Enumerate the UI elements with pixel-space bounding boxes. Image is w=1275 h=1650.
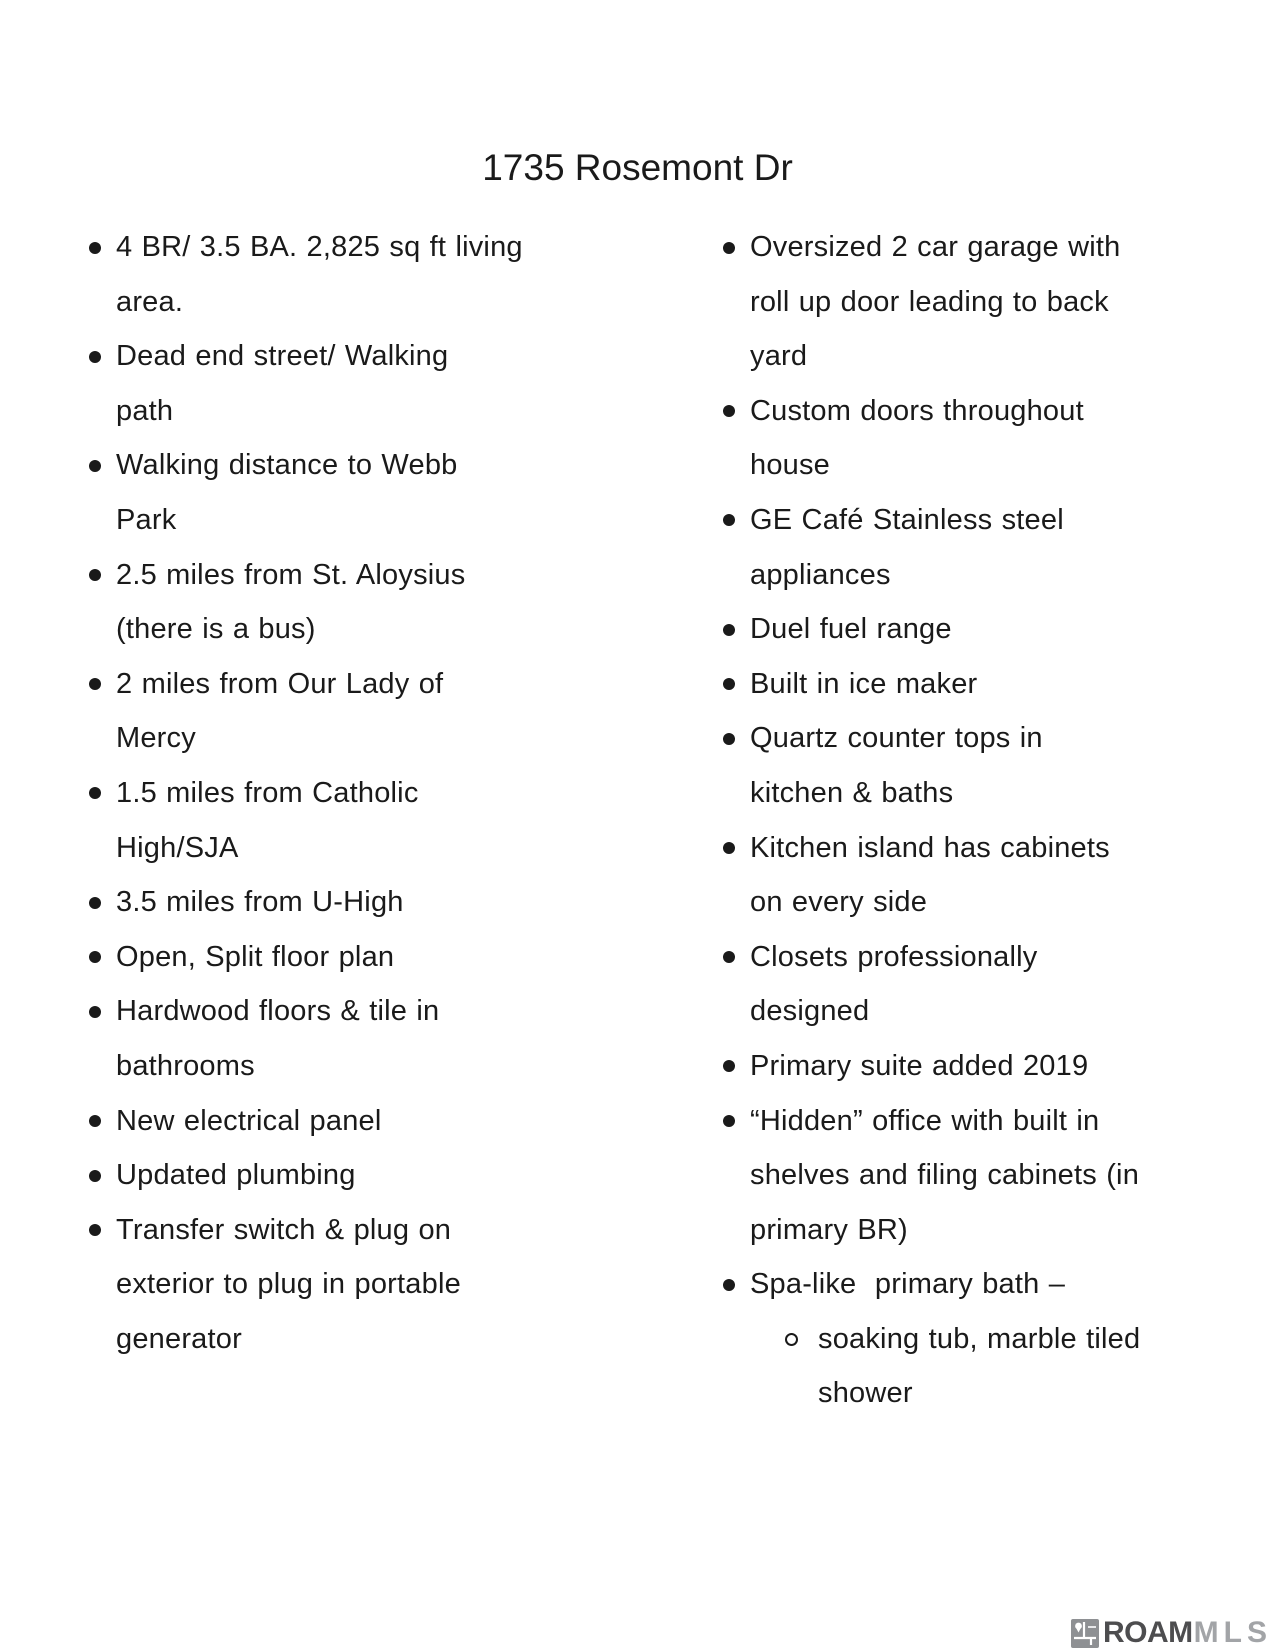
list-item-line: roll up door leading to back — [750, 285, 1109, 318]
list-item — [722, 657, 1275, 712]
list-item-line: area. — [116, 285, 184, 318]
list-item-line: Built in ice maker — [750, 667, 978, 700]
bullet-icon — [723, 1279, 735, 1291]
list-item-line: path — [116, 394, 174, 427]
bullet-icon — [723, 951, 735, 963]
list-item — [722, 602, 1275, 657]
list-item-line: Park — [116, 503, 177, 536]
list-item-line: shower — [818, 1377, 913, 1410]
list-item — [722, 1257, 1275, 1312]
list-item-line: 1.5 miles from Catholic — [116, 776, 419, 809]
sub-list-item — [722, 1312, 1275, 1421]
list-item-line: Updated plumbing — [116, 1159, 356, 1192]
list-item-line: on every side — [750, 886, 928, 919]
bullet-icon — [723, 514, 735, 526]
list-item-line: house — [750, 449, 831, 482]
map-pin-icon — [1071, 1619, 1099, 1648]
bullet-icon — [89, 1170, 101, 1182]
list-item-line: Closets professionally — [750, 940, 1038, 973]
list-item — [88, 1148, 698, 1203]
list-item — [722, 220, 1275, 384]
bullet-icon — [723, 733, 735, 745]
list-item — [88, 1094, 698, 1149]
bullet-icon — [89, 1115, 101, 1127]
list-item-line: (there is a bus) — [116, 613, 316, 646]
list-item — [722, 1094, 1275, 1258]
bullet-icon — [723, 1115, 735, 1127]
roam-mls-logo — [1071, 1618, 1272, 1648]
bullet-icon — [89, 1224, 101, 1236]
list-item — [88, 1203, 698, 1367]
bullet-icon — [89, 569, 101, 581]
list-item-line: Open, Split floor plan — [116, 940, 395, 973]
list-item-line: Mercy — [116, 722, 196, 755]
list-item-line: shelves and filing cabinets (in — [750, 1159, 1140, 1192]
bullet-icon — [89, 242, 101, 254]
list-item — [88, 329, 698, 438]
list-item-line: Dead end street/ Walking — [116, 340, 449, 373]
list-item-line: 2.5 miles from St. Aloysius — [116, 558, 466, 591]
list-item-line: Duel fuel range — [750, 613, 952, 646]
list-item-line: Kitchen island has cabinets — [750, 831, 1110, 864]
bullet-icon — [723, 1060, 735, 1072]
list-item-line: exterior to plug in portable — [116, 1268, 461, 1301]
list-item-line: High/SJA — [116, 831, 239, 864]
list-item-line: Oversized 2 car garage with — [750, 231, 1121, 263]
list-item — [88, 438, 698, 547]
bullet-icon — [89, 951, 101, 963]
list-item — [88, 657, 698, 766]
bullet-icon — [723, 842, 735, 854]
logo-text-mls: MLS — [1193, 1616, 1272, 1649]
page-title: 1735 Rosemont Dr — [482, 147, 793, 188]
bullet-icon — [89, 1006, 101, 1018]
bullet-icon — [723, 242, 735, 254]
list-item-line: Transfer switch & plug on — [116, 1213, 452, 1246]
list-item-line: designed — [750, 995, 870, 1028]
list-item-line: primary BR) — [750, 1213, 908, 1246]
list-item — [722, 930, 1275, 1039]
bullet-icon — [89, 678, 101, 690]
list-item-line: bathrooms — [116, 1049, 255, 1082]
list-item — [722, 821, 1275, 930]
bullet-icon — [723, 678, 735, 690]
list-item — [722, 493, 1275, 602]
bullet-icon — [89, 460, 101, 472]
list-item — [88, 220, 698, 329]
list-item-line: 2 miles from Our Lady of — [116, 667, 444, 700]
list-item-line: 3.5 miles from U-High — [116, 886, 404, 919]
list-item-line: Custom doors throughout — [750, 394, 1084, 427]
feature-list-right — [722, 220, 1275, 1421]
list-item-line: GE Café Stainless steel — [750, 503, 1064, 536]
list-item-line: Hardwood floors & tile in — [116, 995, 440, 1028]
list-item — [88, 766, 698, 875]
bullet-icon — [89, 351, 101, 363]
list-item — [88, 548, 698, 657]
list-item — [722, 1039, 1275, 1094]
feature-list-left — [88, 220, 698, 1366]
list-item — [88, 875, 698, 930]
bullet-icon — [723, 405, 735, 417]
bullet-icon — [89, 897, 101, 909]
bullet-icon — [723, 624, 735, 636]
list-item-line: New electrical panel — [116, 1104, 382, 1137]
list-item — [88, 930, 698, 985]
list-item — [722, 711, 1275, 820]
list-item-line: soaking tub, marble tiled — [818, 1322, 1141, 1355]
list-item-line: Spa-like primary bath – — [750, 1268, 1066, 1301]
list-item-line: “Hidden” office with built in — [750, 1104, 1100, 1137]
list-item-line: Quartz counter tops in — [750, 722, 1043, 755]
list-item — [722, 384, 1275, 493]
bullet-icon — [89, 787, 101, 799]
list-item-line: kitchen & baths — [750, 776, 954, 809]
hollow-bullet-icon — [785, 1333, 798, 1346]
list-item-line: Walking distance to Webb — [116, 449, 458, 482]
logo-text-roam: ROAM — [1103, 1616, 1193, 1649]
list-item-line: appliances — [750, 558, 891, 591]
list-item-line: Primary suite added 2019 — [750, 1049, 1089, 1082]
list-item-line: yard — [750, 340, 808, 373]
list-item — [88, 984, 698, 1093]
list-item-line: 4 BR/ 3.5 BA. 2,825 sq ft living — [116, 231, 523, 263]
list-item-line: generator — [116, 1322, 242, 1355]
